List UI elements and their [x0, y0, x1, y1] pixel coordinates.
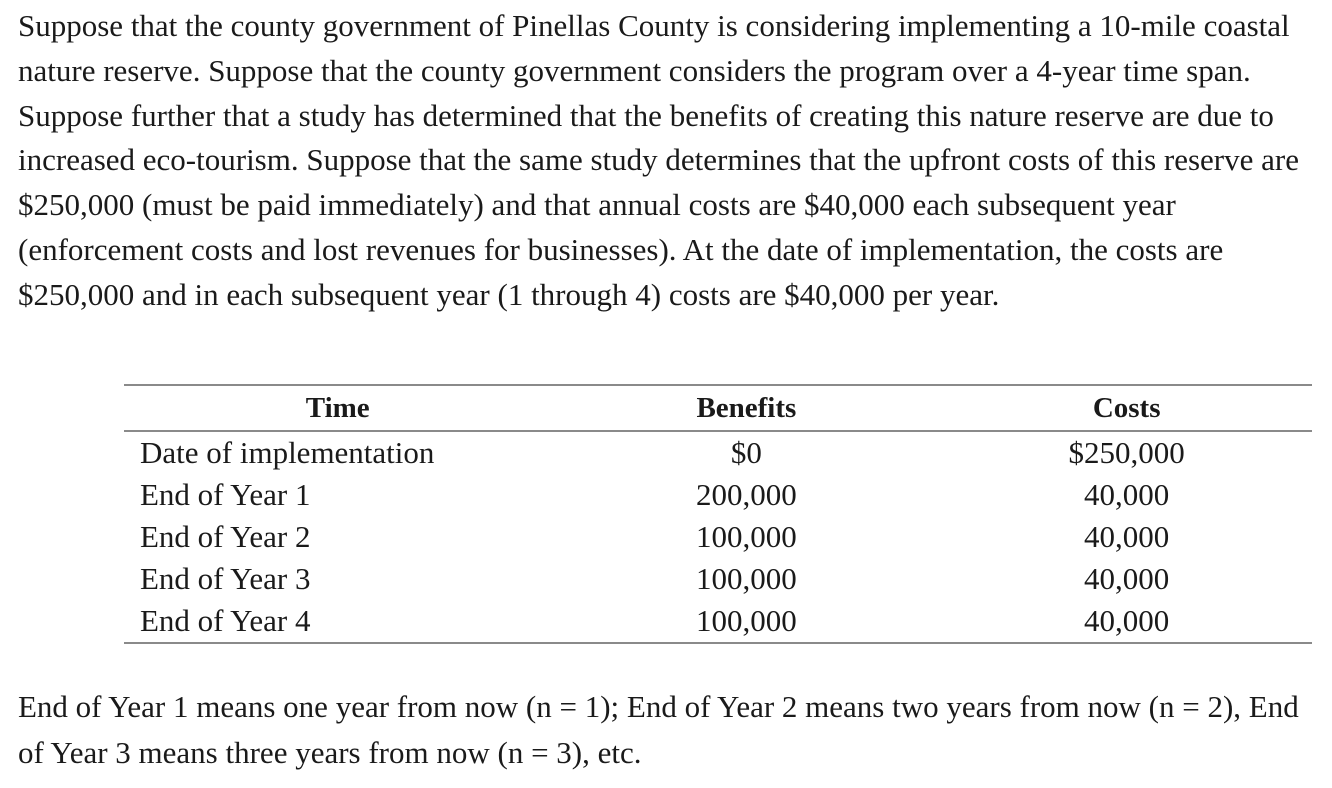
benefits-cell: 100,000 [696, 519, 797, 554]
costs-cell: 40,000 [1084, 519, 1170, 554]
table-row [124, 516, 1312, 558]
cost-benefit-table-container [124, 384, 1312, 644]
table-row [124, 474, 1312, 516]
time-cell: End of Year 3 [140, 561, 311, 596]
table-header-row [124, 385, 1312, 431]
table-row [124, 600, 1312, 643]
table-row [124, 558, 1312, 600]
problem-statement: Suppose that the county government of Pinellas County is considering implementing a 10-mile coastal nature reserve. Suppose that the county government considers the program over a 4-year time span. Suppose further that a study has determined that the benefits of creating this nature reserve are due to increased eco-tourism. Suppose that the same study determines that the upfront costs of this reserve are $250,000 (must be paid immediately) and that annual costs are $40,000 each subsequent year (enforcement costs and lost revenues for businesses). At the date of implementation, the costs are $250,000 and in each subsequent year (1 through 4) costs are $40,000 per year. [18, 8, 1299, 312]
time-cell: Date of implementation [140, 435, 435, 470]
benefits-cell: 100,000 [696, 561, 797, 596]
header-benefits: Benefits [696, 391, 797, 424]
costs-cell: 40,000 [1084, 477, 1170, 512]
header-time: Time [305, 391, 370, 424]
benefits-cell: 200,000 [696, 477, 797, 512]
time-cell: End of Year 1 [140, 477, 311, 512]
table-row [124, 431, 1312, 474]
time-cell: End of Year 4 [140, 603, 311, 638]
benefits-cell: $0 [730, 435, 762, 470]
header-costs: Costs [1092, 391, 1161, 424]
cost-benefit-table [124, 384, 1312, 644]
time-cell: End of Year 2 [140, 519, 311, 554]
costs-cell: $250,000 [1068, 435, 1185, 470]
footnote: End of Year 1 means one year from now (n = 1); End of Year 2 means two years from now (n = 2), End of Year 3 means three years from now (n = 3), etc. [18, 689, 1299, 770]
costs-cell: 40,000 [1084, 603, 1170, 638]
benefits-cell: 100,000 [696, 603, 797, 638]
costs-cell: 40,000 [1084, 561, 1170, 596]
